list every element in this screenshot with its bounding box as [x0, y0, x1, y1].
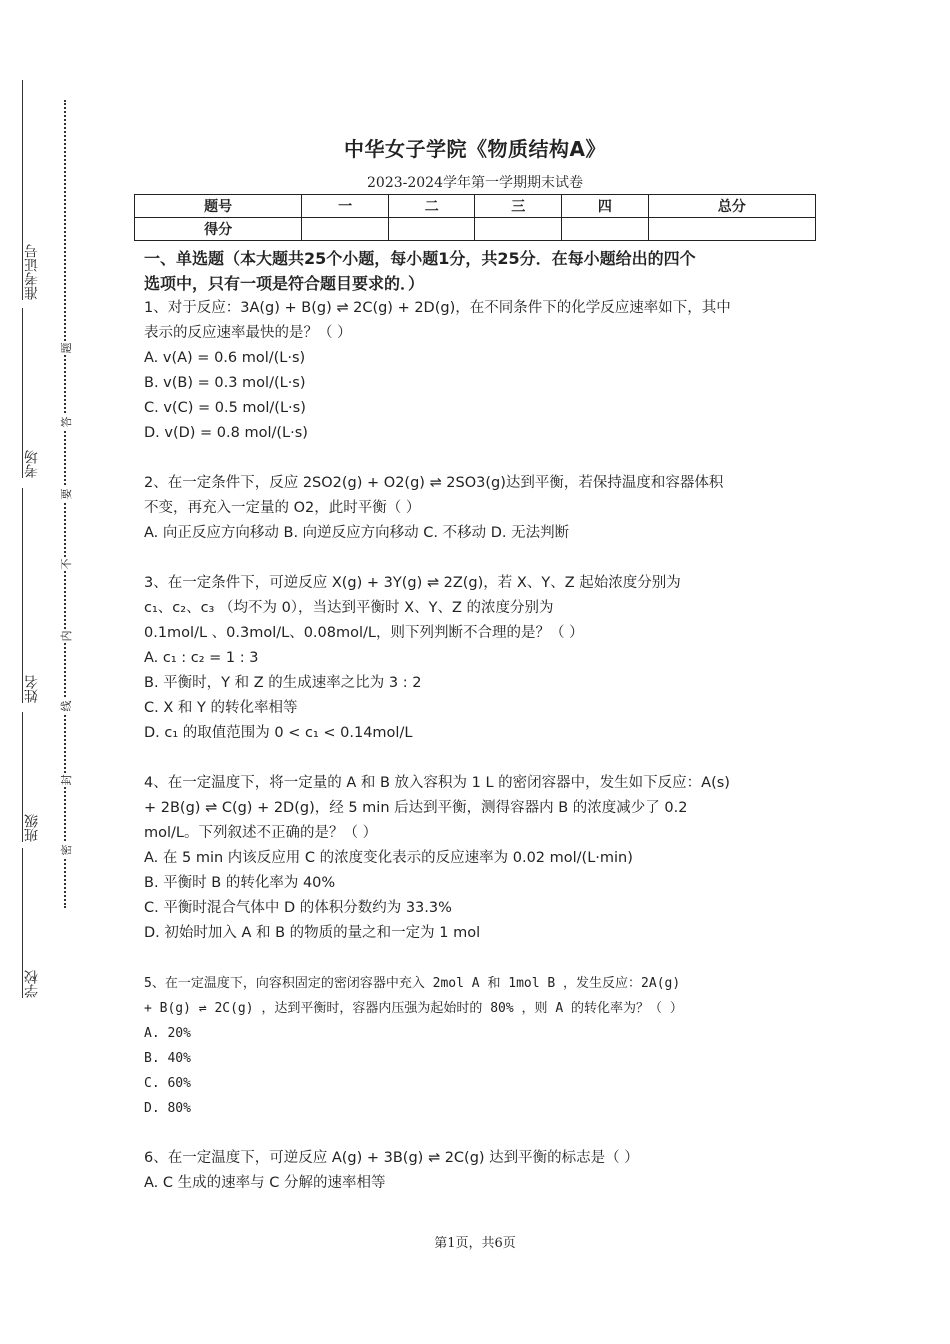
- option-d: D. c₁ 的取值范围为 0 < c₁ < 0.14mol/L: [144, 725, 413, 741]
- seal-char: 封: [60, 774, 73, 786]
- seal-char: 答: [60, 416, 73, 428]
- seal-char: 题: [60, 342, 73, 354]
- score-cell: 一: [302, 195, 389, 218]
- option-d: D. 初始时加入 A 和 B 的物质的量之和一定为 1 mol: [144, 925, 481, 941]
- option-b: B. 平衡时，Y 和 Z 的生成速率之比为 3 : 2: [144, 675, 422, 691]
- question-stem: 6、在一定温度下，可逆反应 A(g) + 3B(g) ⇌ 2C(g) 达到平衡的标志是（ ）: [144, 1150, 639, 1166]
- option-c: C. v(C) = 0.5 mol/(L·s): [144, 400, 306, 416]
- question-4: [144, 771, 812, 946]
- binding-label-school: 学校: [22, 848, 46, 998]
- score-input-cell[interactable]: [302, 218, 389, 241]
- option-a: A. c₁ : c₂ = 1 : 3: [144, 650, 259, 666]
- binding-labels: [22, 80, 44, 998]
- score-table-header-row: [135, 195, 816, 218]
- question-stem: c₁、c₂、c₃ （均不为 0），当达到平衡时 X、Y、Z 的浓度分别为: [144, 600, 554, 616]
- score-input-cell[interactable]: [562, 218, 649, 241]
- option-a: A. v(A) = 0.6 mol/(L·s): [144, 350, 306, 366]
- exam-content: [144, 246, 812, 1196]
- question-stem: 1、对于反应：3A(g) + B(g) ⇌ 2C(g) + 2D(g)，在不同条件下的化学反应速率如下，其中: [144, 300, 731, 316]
- question-6: [144, 1146, 812, 1196]
- option-d: D. v(D) = 0.8 mol/(L·s): [144, 425, 308, 441]
- seal-char: 要: [60, 488, 73, 500]
- option-a: A. C 生成的速率与 C 分解的速率相等: [144, 1175, 386, 1191]
- question-stem: mol/L。下列叙述不正确的是？（ ）: [144, 825, 378, 841]
- question-1: [144, 296, 812, 446]
- question-stem: + 2B(g) ⇌ C(g) + 2D(g)，经 5 min 后达到平衡，测得容器内 B 的浓度减少了 0.2: [144, 800, 688, 816]
- option-b: B. v(B) = 0.3 mol/(L·s): [144, 375, 306, 391]
- options-inline: A. 向正反应方向移动 B. 向逆反应方向移动 C. 不移动 D. 无法判断: [144, 525, 570, 541]
- score-input-cell[interactable]: [475, 218, 562, 241]
- question-3: [144, 571, 812, 746]
- score-input-cell[interactable]: [388, 218, 475, 241]
- score-cell: 得分: [135, 218, 302, 241]
- binding-label-class: 班级: [22, 712, 46, 842]
- seal-char: 不: [60, 558, 73, 570]
- score-table-score-row: [135, 218, 816, 241]
- question-stem: 5、在一定温度下，向容积固定的密闭容器中充入 2mol A 和 1mol B ，发生反应：2A(g): [144, 976, 681, 991]
- seal-char: 线: [60, 700, 73, 712]
- question-stem: + B(g) ⇌ 2C(g) ，达到平衡时，容器内压强为起始时的 80% ，则 A 的转化率为？（ ）: [144, 1001, 683, 1016]
- option-b: B. 40%: [144, 1051, 191, 1066]
- binding-label-name: 姓名: [22, 488, 46, 703]
- score-cell: 三: [475, 195, 562, 218]
- seal-chars: [60, 100, 74, 908]
- question-stem: 3、在一定条件下，可逆反应 X(g) + 3Y(g) ⇌ 2Z(g)，若 X、Y、Z 起始浓度分别为: [144, 575, 681, 591]
- option-a: A. 20%: [144, 1026, 191, 1041]
- score-cell: 二: [388, 195, 475, 218]
- question-stem: 2、在一定条件下，反应 2SO2(g) + O2(g) ⇌ 2SO3(g)达到平衡，若保持温度和容器体积: [144, 475, 724, 491]
- option-c: C. X 和 Y 的转化率相等: [144, 700, 298, 716]
- score-input-cell[interactable]: [648, 218, 815, 241]
- option-c: C. 平衡时混合气体中 D 的体积分数约为 33.3%: [144, 900, 452, 916]
- option-d: D. 80%: [144, 1101, 191, 1116]
- page-footer: 第1页，共6页: [434, 1236, 516, 1251]
- question-2: [144, 471, 812, 546]
- seal-char: 密: [60, 844, 73, 856]
- score-table: [134, 194, 816, 241]
- question-stem: 4、在一定温度下，将一定量的 A 和 B 放入容积为 1 L 的密闭容器中，发生如下反应：A(s): [144, 775, 730, 791]
- binding-label-exam-number: 准考证号: [22, 80, 46, 300]
- exam-subtitle: 2023-2024学年第一学期期末试卷: [367, 175, 583, 191]
- question-5: [144, 971, 812, 1121]
- exam-title: 中华女子学院《物质结构A》: [344, 137, 606, 161]
- question-stem: 不变，再充入一定量的 O2，此时平衡（ ）: [144, 500, 421, 516]
- score-cell: 四: [562, 195, 649, 218]
- seal-char: 内: [60, 630, 73, 642]
- section-heading: 一、单选题（本大题共25个小题，每小题1分，共25分．在每小题给出的四个 选项中，只有一项是符合题目要求的．）: [144, 249, 696, 293]
- score-cell: 题号: [135, 195, 302, 218]
- option-c: C. 60%: [144, 1076, 191, 1091]
- option-b: B. 平衡时 B 的转化率为 40%: [144, 875, 336, 891]
- question-stem: 0.1mol/L 、0.3mol/L、0.08mol/L，则下列判断不合理的是？（ ）: [144, 625, 584, 641]
- binding-label-exam-room: 考场: [22, 308, 46, 478]
- question-stem: 表示的反应速率最快的是？（ ）: [144, 325, 352, 341]
- score-cell: 总分: [648, 195, 815, 218]
- option-a: A. 在 5 min 内该反应用 C 的浓度变化表示的反应速率为 0.02 mol/(L·min): [144, 850, 633, 866]
